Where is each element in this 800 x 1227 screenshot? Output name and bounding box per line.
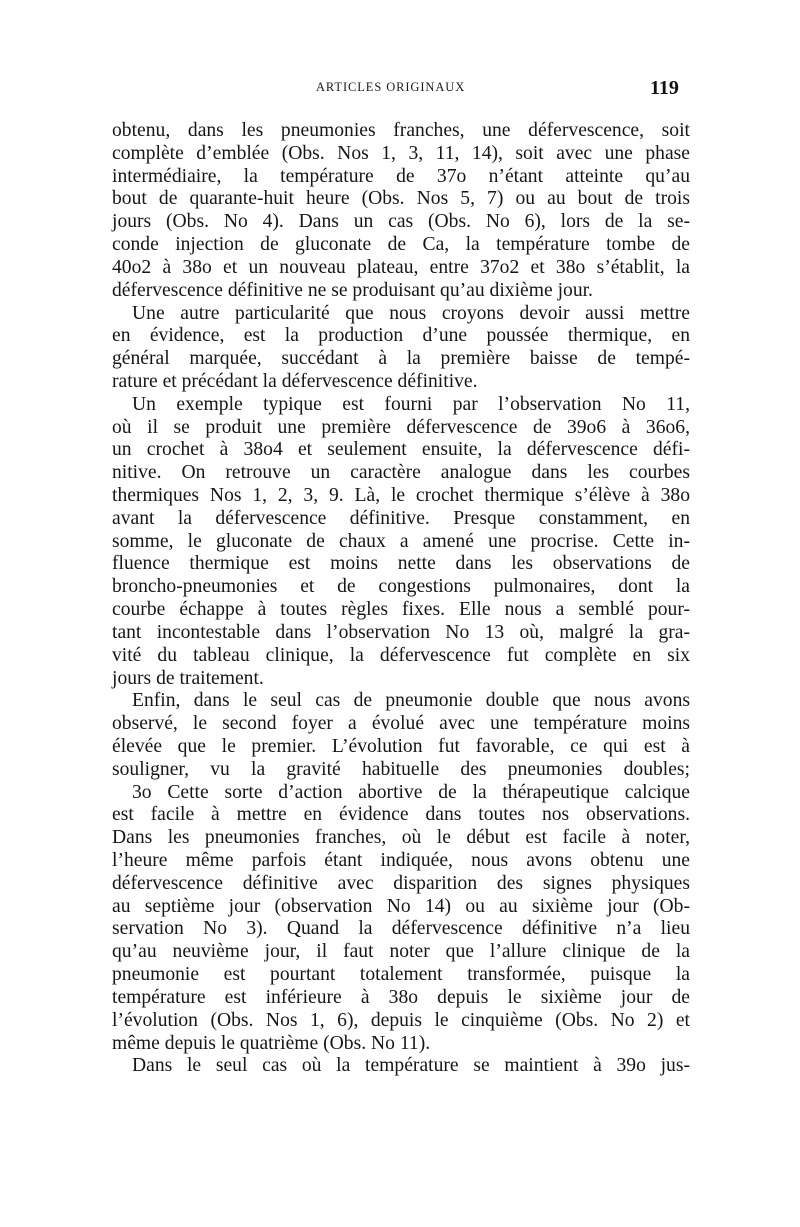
running-header	[0, 77, 800, 102]
text-line: servation No 3). Quand la défervescence définitive n’a lieu	[112, 918, 690, 940]
text-line: bout de quarante-huit heure (Obs. Nos 5, 7) ou au bout de trois	[112, 188, 690, 210]
text-line: jours de traitement.	[112, 667, 264, 689]
text-line: un crochet à 38o4 et seulement ensuite, la défervescence défi-	[112, 439, 690, 461]
text-line: Une autre particularité que nous croyons devoir aussi mettre	[132, 302, 690, 324]
text-line: conde injection de gluconate de Ca, la température tombe de	[112, 234, 690, 256]
text-line: courbe échappe à toutes règles fixes. Elle nous a semblé pour-	[112, 599, 690, 621]
text-line: souligner, vu la gravité habituelle des pneumonies doubles;	[112, 758, 690, 780]
text-line: fluence thermique est moins nette dans les observations de	[112, 553, 690, 575]
text-line: avant la défervescence définitive. Presque constamment, en	[112, 507, 690, 529]
text-line: rature et précédant la défervescence définitive.	[112, 370, 478, 392]
text-line: Dans les pneumonies franches, où le début est facile à noter,	[112, 827, 690, 849]
text-line: tant incontestable dans l’observation No 13 où, malgré la gra-	[112, 621, 690, 643]
text-line: élevée que le premier. L’évolution fut favorable, ce qui est à	[112, 735, 690, 757]
text-line: broncho-pneumonies et de congestions pulmonaires, dont la	[112, 576, 690, 598]
text-line: est facile à mettre en évidence dans toutes nos observations.	[112, 804, 690, 826]
text-line: jours (Obs. No 4). Dans un cas (Obs. No 6), lors de la se-	[112, 211, 690, 233]
page-number: 119	[650, 77, 679, 99]
text-line: Enfin, dans le seul cas de pneumonie double que nous avons	[132, 690, 690, 712]
text-line: pneumonie est pourtant totalement transformée, puisque la	[112, 964, 690, 986]
text-line: en évidence, est la production d’une poussée thermique, en	[112, 325, 690, 347]
text-line: thermiques Nos 1, 2, 3, 9. Là, le crochet thermique s’élève à 38o	[112, 485, 690, 506]
text-line: somme, le gluconate de chaux a amené une procrise. Cette in-	[112, 530, 690, 552]
text-line: 40o2 à 38o et un nouveau plateau, entre 37o2 et 38o s’établit, la	[112, 256, 690, 278]
text-line: où il se produit une première défervescence de 39o6 à 36o6,	[112, 416, 690, 438]
text-line: 3o Cette sorte d’action abortive de la thérapeutique calcique	[132, 781, 690, 803]
text-line: Dans le seul cas où la température se maintient à 39o jus-	[132, 1055, 690, 1077]
text-line: même depuis le quatrième (Obs. No 11).	[112, 1032, 431, 1054]
running-title: ARTICLES ORIGINAUX	[316, 80, 466, 94]
text-line: défervescence définitive ne se produisant qu’au dixième jour.	[112, 279, 593, 301]
text-line: obtenu, dans les pneumonies franches, une défervescence, soit	[112, 120, 690, 141]
text-line: complète d’emblée (Obs. Nos 1, 3, 11, 14), soit avec une phase	[112, 142, 690, 164]
text-line: vité du tableau clinique, la défervescence fut complète en six	[112, 644, 690, 666]
text-line: intermédiaire, la température de 37o n’étant atteinte qu’au	[112, 165, 690, 187]
text-line: qu’au neuvième jour, il faut noter que l’allure clinique de la	[112, 941, 690, 963]
text-line: nitive. On retrouve un caractère analogue dans les courbes	[112, 462, 690, 484]
text-line: observé, le second foyer a évolué avec une température moins	[112, 713, 690, 735]
text-line: température est inférieure à 38o depuis le sixième jour de	[112, 986, 690, 1008]
body-text	[112, 120, 690, 1078]
text-line: l’heure même parfois étant indiquée, nous avons obtenu une	[112, 850, 690, 871]
text-line: défervescence définitive avec disparition des signes physiques	[112, 872, 690, 894]
text-line: Un exemple typique est fourni par l’observation No 11,	[132, 393, 690, 415]
text-line: général marquée, succédant à la première baisse de tempé-	[112, 348, 690, 370]
text-line: l’évolution (Obs. Nos 1, 6), depuis le cinquième (Obs. No 2) et	[112, 1009, 690, 1031]
text-line: au septième jour (observation No 14) ou au sixième jour (Ob-	[112, 895, 690, 917]
